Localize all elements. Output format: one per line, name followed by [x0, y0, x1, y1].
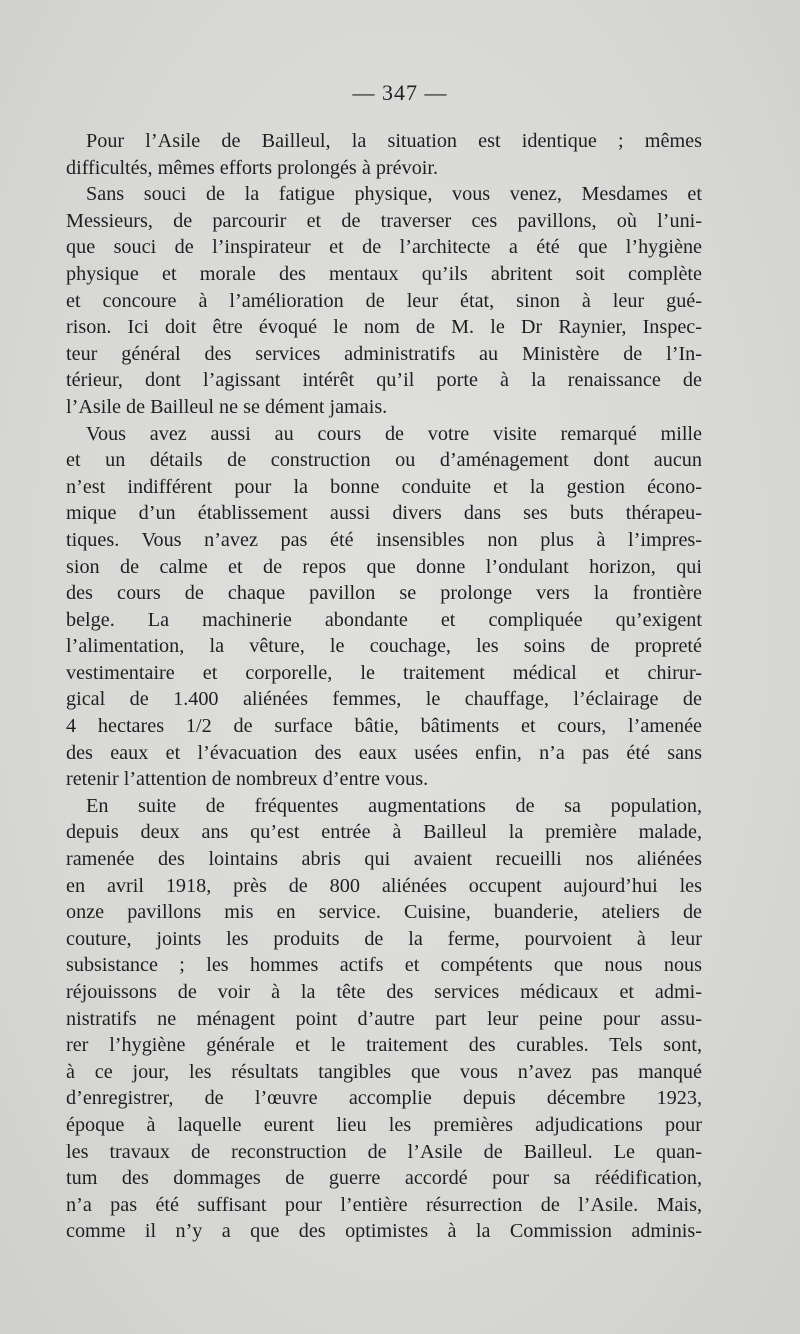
text-line: l’alimentation, la vêture, le couchage, les soins de propreté [66, 635, 702, 658]
body-text [66, 128, 702, 1245]
text-line: nistratifs ne ménagent point d’autre part leur peine pour assu- [66, 1007, 702, 1030]
text-line: Pour l’Asile de Bailleul, la situation est identique ; mêmes [86, 130, 702, 152]
text-line: tum des dommages de guerre accordé pour sa réédification, [66, 1167, 702, 1190]
text-line: térieur, dont l’agissant intérêt qu’il porte à la renaissance de [66, 369, 702, 392]
text-line: comme il n’y a que des optimistes à la Commission adminis- [66, 1220, 702, 1243]
text-line: gical de 1.400 aliénées femmes, le chauffage, l’éclairage de [66, 688, 702, 711]
page-number: — 347 — [352, 80, 448, 105]
text-line: n’est indifférent pour la bonne conduite et la gestion écono- [66, 475, 702, 498]
text-line: Messieurs, de parcourir et de traverser ces pavillons, où l’uni- [66, 209, 702, 232]
text-line: l’Asile de Bailleul ne se dément jamais. [66, 395, 388, 418]
text-line: que souci de l’inspirateur et de l’architecte a été que l’hygiène [66, 236, 702, 259]
text-line: les travaux de reconstruction de l’Asile de Bailleul. Le quan- [66, 1140, 702, 1163]
text-line: sion de calme et de repos que donne l’ondulant horizon, qui [66, 555, 702, 578]
text-line: tiques. Vous n’avez pas été insensibles non plus à l’impres- [66, 528, 702, 551]
text-line: retenir l’attention de nombreux d’entre vous. [66, 768, 429, 791]
text-line: teur général des services administratifs au Ministère de l’In- [66, 342, 702, 365]
text-line: Sans souci de la fatigue physique, vous venez, Mesdames et [86, 183, 702, 206]
text-line: difficultés, mêmes efforts prolongés à prévoir. [66, 156, 439, 179]
text-line: n’a pas été suffisant pour l’entière résurrection de l’Asile. Mais, [66, 1193, 702, 1216]
text-line: onze pavillons mis en service. Cuisine, buanderie, ateliers de [66, 901, 702, 924]
text-line: d’enregistrer, de l’œuvre accomplie depuis décembre 1923, [66, 1087, 702, 1110]
text-line: à ce jour, les résultats tangibles que vous n’avez pas manqué [66, 1060, 702, 1083]
text-line: en avril 1918, près de 800 aliénées occupent aujourd’hui les [66, 874, 702, 897]
paragraph [66, 421, 702, 793]
text-line: couture, joints les produits de la ferme, pourvoient à leur [66, 927, 702, 950]
text-line: rer l’hygiène générale et le traitement des curables. Tels sont, [66, 1034, 702, 1057]
text-line: mique d’un établissement aussi divers dans ses buts thérapeu- [66, 502, 702, 525]
text-line: réjouissons de voir à la tête des services médicaux et admi- [66, 981, 702, 1003]
text-line: 4 hectares 1/2 de surface bâtie, bâtiments et cours, l’amenée [66, 715, 702, 738]
text-line: vestimentaire et corporelle, le traitement médical et chirur- [66, 661, 702, 684]
text-line: subsistance ; les hommes actifs et compétents que nous nous [66, 954, 702, 977]
paragraph [66, 181, 702, 420]
text-line: des cours de chaque pavillon se prolonge vers la frontière [66, 582, 702, 605]
paragraph [66, 793, 702, 1245]
text-line: ramenée des lointains abris qui avaient recueilli nos aliénées [66, 848, 702, 871]
text-line: physique et morale des mentaux qu’ils abritent soit complète [66, 262, 702, 285]
text-line: et concoure à l’amélioration de leur état, sinon à leur gué- [66, 289, 702, 312]
text-line: époque à laquelle eurent lieu les premières adjudications pour [66, 1113, 702, 1136]
text-line: Vous avez aussi au cours de votre visite remarqué mille [86, 422, 702, 445]
text-line: et un détails de construction ou d’aménagement dont aucun [66, 449, 702, 472]
paragraph [66, 128, 702, 181]
text-line: depuis deux ans qu’est entrée à Bailleul la première malade, [66, 821, 702, 844]
text-line: des eaux et l’évacuation des eaux usées enfin, n’a pas été sans [66, 741, 702, 764]
text-line: En suite de fréquentes augmentations de sa population, [86, 794, 702, 817]
text-line: belge. La machinerie abondante et compliquée qu’exigent [66, 608, 702, 631]
text-line: rison. Ici doit être évoqué le nom de M. le Dr Raynier, Inspec- [66, 316, 702, 339]
